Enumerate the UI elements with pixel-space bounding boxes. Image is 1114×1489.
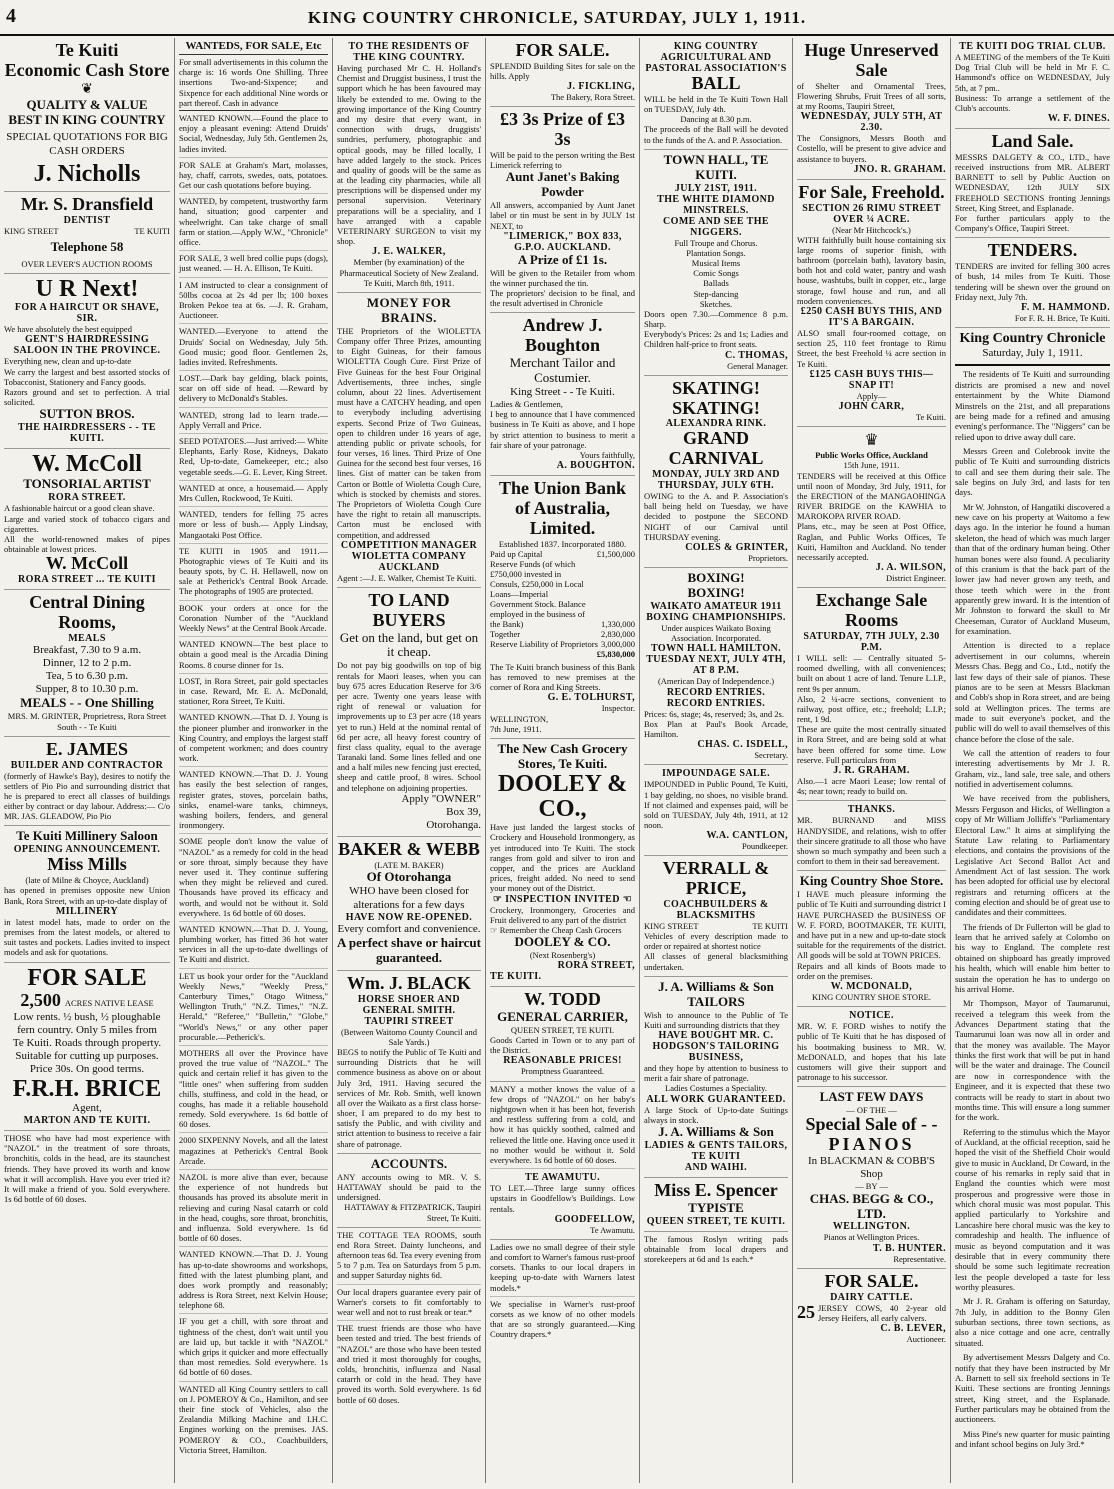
sutton-ad: U R Next! FOR A HAIRCUT OR SHAVE, SIR. We have absolutely the best equipped GENT'S HAIRDRESSING SALOON IN THE PROVINCE. Everything new, clean and up-to-date We carry the largest and best assorted stocks of Tobacconist, Stationery and Fancy goods. Razors ground and set to perfection. A trial solicited. SUTTON BROS. THE HAIRDRESSERS - - TE KUITI. <box>4 274 170 449</box>
verrall-price-ad: VERRALL & PRICE, COACHBUILDERS & BLACKSMITHS KING STREET TE KUITI Vehicles of every description made to order or repaired at shortest notice All classes of general blacksmithing undertaken. <box>644 856 788 976</box>
classified-item: WANTED, tenders for felling 75 acres more or less of bush.— Apply Lindsay, Mangaotaki Post Office. <box>179 507 328 544</box>
dransfield-ad: Mr. S. Dransfield DENTIST KING STREET TE KUITI Telephone 58 OVER LEVER'S AUCTION ROOMS <box>4 192 170 274</box>
classified-item: FOR SALE, 3 well bred collie pups (dogs), just weaned. — H. A. Ellison, Te Kuiti. <box>179 251 328 277</box>
dog-trial-ad: TE KUITI DOG TRIAL CLUB. A MEETING of the members of the Te Kuiti Dog Trial Club will be held in Mr F. C. Hammond's office on WEDNESDAY, July 5th, at 7 pm.. Business: To arrange a settlement of the Club's accounts. W. F. DINES. <box>955 38 1110 129</box>
crown-emblem-icon: ♛ <box>864 432 879 450</box>
freehold-ad: For Sale, Freehold. SECTION 26 RIMU STREET OVER ¼ ACRE. (Near Mr Hitchcock's.) WITH faithfully built house containing six large rooms of superior finish, with bathroom (porcelain bath), lavatory basin, both hot and cold water, pantry and wash house, washtubs, built in copper, etc., large storage, fowl house and run, and all modern conveniences. £250 CASH BUYS THIS, AND IT'S A BARGAIN. ALSO small four-roomed cottage, on section 25, 110 feet frontage to Rimu Street, the best Freehold ¼ acre section in Te Kuiti. £125 CASH BUYS THIS—SNAP IT! Apply— JOHN CARR, Te Kuiti. <box>797 180 946 427</box>
classified-item: FOR SALE at Graham's Mart, molasses, hay, chaff, carrots, swedes, oats, potatoes. Get our cash quotations before buying. <box>179 158 328 195</box>
wanteds-heading: WANTEDS, FOR SALE, Etc <box>179 38 328 55</box>
bridge-tenders-ad: ♛ Public Works Office, Auckland 15th June, 1911. TENDERS will be received at this Office until noon of Monday, 3rd July, 1911, for the ERECTION of the MANGAOHINGA RIVER BRIDGE on the KAWHIA to MAROKOPA RIVER ROAD. Plans, etc., may be seen at Post Office, Raglan, and Public Works Offices, Te Kuiti, Hamilton and Auckland. No tender necessarily accepted. J. A. WILSON, District Engineer. <box>797 427 946 588</box>
classified-item: SOME people don't know the value of "NAZOL" as a remedy for cold in the head or sore throat, simply because they have never used it. They continue suffering when they might be relieved and cured. Thousands have proved its efficacy and worth, and would not be without it. Sold everywhere. 1s 6d bottle of 60 doses. <box>179 834 328 922</box>
mccoll-ad: W. McColl TONSORIAL ARTIST RORA STREET. A fashionable haircut or a good clean shave. Large and varied stock of tobacco cigars and cigarettes. All the world-renowned makes of pipes obtainable at lowest prices. W. McColl RORA STREET ... TE KUITI <box>4 449 170 590</box>
williams-tailors-ad: J. A. Williams & Son TAILORS Wish to announce to the Public of Te Kuiti and surrounding districts that they HAVE BOUGHT MR. C. HODGSON'S TAILORING BUSINESS, and they hope by attention to business to merit a fair share of patronage. Ladies Costumes a Speciality. ALL WORK GUARANTEED. A large Stock of Up-to-date Suitings always in stock. J. A. Williams & Son LADIES & GENTS TAILORS, TE KUITI AND WAIHI. <box>644 977 788 1178</box>
nazol-notice: MANY a mother knows the value of a few drops of "NAZOL" on her baby's nightgown when it has been hot, feverish and restless suffering from a cold, and how it has quickly soothed, calmed and relieved the little one. Having once used it no mother would be without it. Sold everywhere. 1s 6d bottle of 60 doses. <box>490 1082 635 1170</box>
news-paragraph: We call the attention of readers to four interesting advertisements by Mr J. R. Graham, viz., land sale, tree sale, and others notified in advertisement columns. <box>955 748 1110 790</box>
column-2 <box>175 38 333 1483</box>
pianos-sale-ad: LAST FEW DAYS — OF THE — Special Sale of - - PIANOS In BLACKMAN & COBB'S Shop — BY — CHAS. BEGG & CO., LTD. WELLINGTON. Pianos at Wellington Prices. T. B. HUNTER. Representative. <box>797 1087 946 1269</box>
corsets-notice: Ladies owe no small degree of their style and comfort to Warner's famous rust-proof corsets. Thanks to our local drapers in keeping up-to-date with Warners latest models.* <box>490 1240 635 1297</box>
news-paragraph: We have received from the publishers, Messrs Ferguson and Hicks, of Wellington a copy of Mr William Jolliffe's "Parliamentary Electoral Law." It aims at simplifying the Statute Law relating to Parliamentary elections, and contains the provisions of the Legislative Act Second Ballot Act and Amendment Act of last session. The work has been adopted for official use by electoral registrars and returning officers at the coming election and should be of great use to candidates and their committees. <box>955 793 1110 918</box>
dining-rooms-ad: Central Dining Rooms, MEALS Breakfast, 7.30 to 9 a.m. Dinner, 12 to 2 p.m. Tea, 5 to 6.30 p.m. Supper, 8 to 10.30 p.m. MEALS - - One Shilling MRS. M. GRINTER, Proprietress, Rora Street South - - Te Kuiti <box>4 590 170 737</box>
classified-item: WANTED.—Everyone to attend the Druids' Social on Wednesday, July 5th. Good music; good floor. Gentlemen 2s, ladies invited. Refreshments. <box>179 324 328 371</box>
dooley-ad: The New Cash Grocery Stores, Te Kuiti. DOOLEY & CO., Have just landed the largest stocks of Crockery and Household Ironmongery, as yet introduced into Te Kuiti. The stock ranges from gold and silver to iron and copper, and the prices are Auckland prices, freight added. No need to send your money out of the District. ☞ INSPECTION INVITED ☜ Crockery, Ironmongery, Groceries and Fruit delivered to any part of the district ☞ Remember the Cheap Cash Grocers DOOLEY & CO. (Next Rosenberg's) RORA STREET, TE KUITI. <box>490 739 635 987</box>
classified-item: WANTED KNOWN.—That D. J. Young has up-to-date showrooms and workshops, fitted with the latest plumbing plant, and does work promptly and reasonably; address is Rora Street, next Kelvin House; telephone 68. <box>179 1247 328 1314</box>
accounts-ad: ACCOUNTS. ANY accounts owing to MR. V. S. HATTAWAY should be paid to the undersigned. HATTAWAY & FITZPATRICK, Taupiri Street, Te Kuiti. <box>337 1154 481 1228</box>
classified-item: IF you get a chill, with sore throat and tightness of the chest, don't wait until you are laid up, but tackle it with "NAZOL" which grips it quicker and more effectually than most remedies. Sold everywhere. 1s 6d bottle of 60 doses. <box>179 1314 328 1381</box>
land-sale-ad: Land Sale. MESSRS DALGETY & CO., LTD., have received instructions from MR. ALBERT BARNETT to sell by Public Auction on WEDNESDAY, 12th JULY SIX FREEHOLD SECTIONS fronting Jennings Street, King Street, and Esplanade. For further particulars apply to the Company's Office, Taupiri Street. <box>955 129 1110 238</box>
classified-item: WANTED all King Country settlers to call on J. POMEROY & Co., Hamilton, and see their fine stock of Vehicles, also the Zealandia Milking Machine and I.H.C. Engines working on the premises. JAS. POMEROY & CO., Coachbuilders, Victoria Street, Hamilton. <box>179 1383 328 1455</box>
news-paragraph: By advertisement Messrs Dalgety and Co. notify that they have been instructed by Mr A. Barnett to sell six freehold sections in Te Kuiti. These sections are fronting Jennings street, King street, and the Esplanade. Further particulars may be obtained from the auctioneers. <box>955 1352 1110 1425</box>
column-4 <box>486 38 640 1483</box>
classified-item: NAZOL is more alive than ever, because the experience of not hundreds but thousands has proved its absolute merit in relieving and curing Nasal catarrh or cold in the head, coughs, sore throat, bronchitis, and influenza. Sold everywhere. 1s 6d bottle of 60 doses. <box>179 1170 328 1247</box>
classified-item: 2000 SIXPENNY Novels, and all the latest magazines at Petherick's Central Book Arcade. <box>179 1133 328 1170</box>
classified-item: I AM instructed to clear a consignment of 50lbs cocoa at 2s 4d per lb; 100 boxes Broken Pekoe tea at 6s. —J. R. Graham, Auctioneer. <box>179 278 328 325</box>
land-buyers-ad: TO LAND BUYERS Get on the land, but get on it cheap. Do not pay big goodwills on top of big rentals for Maori leases, when you can buy 675 acres Education Reserve for 3/6 per acre. Twenty one years lease with right of renewal or valuation for improvements up to £3 per acre (18 years yet to run.) Held at the nominal rental of 6d per acre, all heavy forest country of first class quality, equal to the average Taranaki land. Some lines felled and one and a half miles new fencing just erected, sheep and cattle proof, 8 wires. School and telephone on adjoining properties. Apply "OWNER" Box 39, Otorohanga. <box>337 588 481 837</box>
bank-row: Together 2,830,000 <box>490 628 635 639</box>
corsets-notice: Our local drapers guarantee every pair of Warner's corsets to fit comfortably to wear well and not to rust break or tear.* <box>337 1285 481 1322</box>
todd-carrier-ad: W. TODD GENERAL CARRIER, QUEEN STREET, TE KUITI. Goods Carted in Town or to any part of the District. REASONABLE PRICES! Promptness Guaranteed. <box>490 987 635 1081</box>
news-paragraph: Messrs Green and Colebrook invite the public of Te Kuiti and surrounding districts to call and see them during their sale. The sale begins on July 3rd, and lasts for ten days. <box>955 445 1110 498</box>
masthead <box>0 0 1114 36</box>
news-paragraph: The friends of Dr Fullerton will be glad to learn that he arrived safely at Colombo on his way to England. The complete rest obtained on shipboard has greatly improved his health, which will enable him better to sustain the operation he has to undergo on his arrival Home. <box>955 921 1110 994</box>
classified-item: MOTHERS all over the Province have proved the true value of "NAZOL." The quick and certain relief it has given to the "little ones" when suffering from sudden chills, stuffiness, and cold in the head, or coughs, has made it a reliable household remedy. Sold everywhere. 1s 6d bottle of 60 doses. <box>179 1046 328 1134</box>
shoe-store-ad: King Country Shoe Store. I HAVE much pleasure informing the public of Te Kuiti and surrounding district I HAVE PURCHASED the BUSINESS OF W. F. FORD, BOOTMAKER, TE KUITI, and have put in a new and up-to-date stock suitable for the requirements of the district. All goods will be sold at TOWN PRICES. Repairs and all kinds of Boots made to order on the premises. W. MCDONALD, KING COUNTRY SHOE STORE. <box>797 871 946 1007</box>
bank-row: Reserve Liability of Proprietors 3,000,000 <box>490 638 635 649</box>
dairy-cattle-ad: FOR SALE. DAIRY CATTLE. 25 JERSEY COWS, 40 2-year old Jersey Heifers, all early calvers. C. B. LEVER, Auctioneer. <box>797 1270 946 1344</box>
column-3 <box>333 38 486 1483</box>
news-paragraph: Referring to the stimulus which the Mayor of Auckland, at the official reception, said he hoped the visit of the Sheffield Choir would give to music in Auckland, Dr Coward, in the course of his remarks in reply said that in England the counties which were most prosperous and progressive were those in which choral music was most popular. This applied particularly to Yorkshire and Lancashire here choral music was the key to comradeship and health. The influence of music as beyond computation and it was desirable that in every community there should be some such legitimate recreation lest the people developed a taste for less worthy pleasures. <box>955 1126 1110 1292</box>
classified-item: LOST, in Rora Street, pair gold spectacles in case. Reward, Mr. E. A. McDonald, stationer, Rora Street, Te Kuiti. <box>179 674 328 711</box>
classified-item: WANTED, strong lad to learn trade.—Apply Verrall and Price. <box>179 408 328 434</box>
skating-ad: SKATING! SKATING! ALEXANDRA RINK. GRAND CARNIVAL MONDAY, JULY 3RD AND THURSDAY, JULY 6TH. OWING to the A. and P. Association's ball being held on Tuesday, we have decided to postpone the SECOND NIGHT of our Carnival until THURSDAY evening. COLES & GRINTER, Proprietors. <box>644 376 788 568</box>
cottage-tea-rooms: THE COTTAGE TEA ROOMS, south end Rora Street. Dainty luncheons, and afternoon teas 6d. Tea every evening from 5 to 7 p.m. Tea on Saturdays from 5 p.m. and supper Saturday nights 6d. <box>337 1228 481 1285</box>
news-paragraph: The residents of Te Kuiti and surrounding districts are promised a new and novel entertainment by the White Diamond Minstrels on the 21st, and all preparations are being made for a refined and amusing evening's performance. The "Niggers" can be relied upon to drive away dull care. <box>955 369 1110 442</box>
baker-webb-ad: BAKER & WEBB (LATE M. BAKER) Of Otorohanga WHO have been closed for alterations for a few days HAVE NOW RE-OPENED. Every comfort and convenience. A perfect shave or haircut guaranteed. <box>337 837 481 970</box>
classified-item: LOST.—Dark bay gelding, black points, scar on off side of head. —Reward by delivery to McDonald's Stables. <box>179 371 328 408</box>
classified-item: WANTED KNOWN.—Found the place to enjoy a pleasant evening: Attend Druids' Social, Wednesday, July 5th. Gentlemen 2s, ladies invited. <box>179 111 328 158</box>
native-lease-ad: FOR SALE 2,500 ACRES NATIVE LEASE Low rents. ½ bush, ½ ploughable fern country. Only 5 miles from Te Kuiti. Roads through property. Suitable for cutting up purposes. Price 30s. On good terms. F.R.H. BRICE Agent, MARTON AND TE KUITI. <box>4 963 170 1132</box>
column-1 <box>0 38 175 1483</box>
classified-item: WANTED KNOWN.—That D. J. Young has easily the best selection of ranges, register grates, stoves, porcelain baths, sinks, enamel-ware tanks, chimneys, washing boilers, fenders, and general ironmongery. <box>179 767 328 834</box>
classified-item: TE KUITI in 1905 and 1911.—Photographic views of Te Kuiti and its beauty spots, by C. H. Hellawell, now on sale at Petherick's Central Book Arcade. The photographs of 1905 are protected. <box>179 544 328 601</box>
news-paragraph: Mr J. R. Graham is offering on Saturday, 7th July, in addition to the Bonny Glen suburban sections, three town sections, as also a nice cottage and one acre, centrally situated. <box>955 1296 1110 1348</box>
james-builder-ad: E. JAMES BUILDER AND CONTRACTOR (formerly of Hawke's Bay), desires to notify the settlers of Pio Pio and surrounding district that he is prepared to erect all classes of buildings either by contract or day labour. Address:— C/o MR. JAS. GLEADOW, Pio Pio <box>4 737 170 827</box>
boughton-tailor-ad: Andrew J. Boughton Merchant Tailor and Costumier. King Street - - Te Kuiti. Ladies & Gentlemen, I beg to announce that I have commenced business in Te Kuiti as above, and I hope by strict attention to business to merit a fair share of your patronage. Yours faithfully, A. BOUGHTON. <box>490 313 635 476</box>
masthead-title: KING COUNTRY CHRONICLE, SATURDAY, JULY 1, 1911. <box>307 8 807 27</box>
limerick-prize-ad: £3 3s Prize of £3 3s Will be paid to the person writing the Best Limerick referring to Aunt Janet's Baking Powder All answers, accompanied by Aunt Janet label or tin must be sent in by JULY 1st NEXT, to "LIMERICK," BOX 833, G.P.O. AUCKLAND. A Prize of £1 1s. Will be given to the Retailer from whom the winner purchased the tin. The proprietors' decision to be final, and the result advertised in Chronicle <box>490 107 635 313</box>
union-bank-ad: The Union Bank of Australia, Limited. Established 1837. Incorporated 1880. Paid up Capital £1,500,000 Reserve Funds (of which £750,000 invested in Consuls, £250,000 in Local Loans—Imperial Government Stock. Balance employed in the business of the Bank) 1,330,000 Together 2,830,000 Reserve Liability of Proprietors 3,000,000 £5,830,000 The Te Kuiti branch business of this Bank has removed to new premises at the corner of Rora and King Streets. G. E. TOLHURST, Inspector. WELLINGTON, 7th June, 1911. <box>490 476 635 739</box>
minstrels-ad: TOWN HALL, TE KUITI. JULY 21ST, 1911. THE WHITE DIAMOND MINSTRELS. COME AND SEE THE NIGGERS. Full Troupe and Chorus. Plantation Songs. Musical Items Comic Songs Ballads Step-dancing Sketches. Doors open 7.30.—Commence 8 p.m. Sharp. Everybody's Prices: 2s and 1s; Ladies and Children half-price to front seats. C. THOMAS, General Manager. <box>644 150 788 376</box>
local-news <box>955 366 1110 1449</box>
tree-sale-ad: Huge Unreserved Sale of Shelter and Ornamental Trees, Flowering Shrubs, Fruit Trees of all sorts, at my Rooms, Taupiri Street, WEDNESDAY, JULY 5TH, AT 2.30. The Consignors, Messrs Booth and Costello, will be present to give advice and assistance to buyers. JNO. R. GRAHAM. <box>797 38 946 180</box>
nazol-notice: THE truest friends are those who have been tested and tried. The best friends of "NAZOL" are those who have been tested and tried it most thoroughly for coughs, colds, bronchitis, influenza and Nasal catarrh or cold in the head. They have proved its worth. Sold everywhere. 1s 6d bottle of 60 doses. <box>337 1323 481 1405</box>
black-smith-ad: Wm. J. BLACK HORSE SHOER AND GENERAL SMITH. TAUPIRI STREET (Between Waitomo County Council and Sale Yards.) BEGS to notify the Public of Te Kuiti and surrounding Districts that he will commence business as above on or about July 3rd, 1911. Having secured the services of Mr. Rob. Smith, well known all over the Waikato as a first class horse-shoer, I am prepared to do my best to satisfy the Public, and with civility and strict attention to business to receive a fair share of patronage. <box>337 971 481 1154</box>
ap-ball-ad: KING COUNTRY AGRICULTURAL AND PASTORAL ASSOCIATION'S BALL WILL be held in the Te Kuiti Town Hall on TUESDAY, July 4th. Dancing at 8.30 p.m. The proceeds of the Ball will be devoted to the funds of the A. and P. Association. <box>644 38 788 150</box>
boxing-ad: BOXING! BOXING! WAIKATO AMATEUR 1911 BOXING CHAMPIONSHIPS. Under auspices Waikato Boxing Association. Incorporated. TOWN HALL HAMILTON. TUESDAY NEXT, JULY 4TH, AT 8 P.M. (American Day of Independence.) RECORD ENTRIES. RECORD ENTRIES. Prices: 6s, stage; 4s, reserved; 3s, and 2s. Box Plan at Paul's Book Arcade, Hamilton. CHAS. C. ISDELL, Secretary. <box>644 568 788 765</box>
to-let-ad: TE AWAMUTU. TO LET.—Three large sunny offices upstairs in Goodfellow's Buildings. Low rentals. GOODFELLOW, Te Awamutu. <box>490 1169 635 1240</box>
spencer-typiste-ad: Miss E. Spencer TYPISTE QUEEN STREET, TE KUITI. <box>644 1178 788 1232</box>
classified-item: WANTED KNOWN—The best place to obtain a good meal is the Arcadia Dining Rooms. 8 course dinner for 1s. <box>179 637 328 674</box>
building-sites-ad: FOR SALE. SPLENDID Building Sites for sale on the hills. Apply J. FICKLING, The Bakery, Rora Street. <box>490 38 635 107</box>
writing-pads-notice: The famous Roslyn writing pads obtainable from local drapers and storekeepers at 6d and 1s each.* <box>644 1233 788 1265</box>
page-number: 4 <box>6 5 16 27</box>
bank-row: £5,830,000 <box>596 648 635 659</box>
exchange-sale-ad: Exchange Sale Rooms SATURDAY, 7TH JULY, 2.30 P.M. I WILL sell: — Centrally situated 5-roomed dwelling, with all conveniences; built on about 1 acre of land. Tenure L.I.P., rent 9s per annum. Also, 2 ¼-acre sections, convenient to railway, post office, etc.; freehold; L.I.P.; rent, 1 9d. These are quite the most centrally situated in Rora Street, and are being sold at what have been offered for some time. Low reserve. Full particulars from J. R. GRAHAM. Also.—1 acre Maori Lease; low rental of 4s; near town; ready to build on. <box>797 588 946 801</box>
news-paragraph: Miss Pine's new quarter for music painting and infant school begins on July 3rd.* <box>955 1428 1110 1450</box>
bank-row: Reserve Funds (of which £750,000 invested in Consuls, £250,000 in Local Loans—Imperial Government Stock. Balance employed in the business of the Bank) 1,330,000 <box>490 558 635 629</box>
bank-row: Paid up Capital £1,500,000 <box>490 548 635 559</box>
nazol-notice: THOSE who have had most experience with "NAZOL" in the treatment of sore throats, bronchitis, colds in the head, are its staunchest friends. They have proved its worth and know what it will accomplish. Have you ever tried it? It will make a friend of you. Sold everywhere. 1s 6d bottle of 60 doses. <box>4 1133 170 1205</box>
column-5 <box>640 38 793 1483</box>
thanks-notice: THANKS. MR. BURNAND and MISS HANDYSIDE, and relations, wish to offer their sincere gratitude to all those who have shown so much sympathy and been such a comfort to them in their sad bereavement. <box>797 801 946 871</box>
classified-item: WANTED, by competent, trustworthy farm hand, situation; good carpenter and wheelwright. Can take charge of small farm or station.—Apply W.W., "Chronicle" office. <box>179 194 328 251</box>
news-paragraph: Attention is directed to a replace advertisement in our columns, wherein Messrs Chas. Begg and Co., Ltd., notify the last few days of their sale of pianos. These pianos are to be seen at Messrs Blackman and Cobb's shop in Rora street, and are being sold at Wellington prices. The terms are made to suit everyone's pocket, and the public will do well to avail themselves of this chance before the close of the sale. <box>955 640 1110 744</box>
rates-note: For small advertisements in this column the charge is: 16 words One Shilling. Three insertions Two-and-Sixpence; and Sixpence for each additional Nine words or part thereof. Cash in advance <box>179 55 328 111</box>
editorial-masthead: King Country Chronicle Saturday, July 1, 1911. <box>955 328 1110 366</box>
corsets-notice: We specialise in Warner's rust-proof corsets as we know of no other models that are so strongly guaranteed.—King Country drapers.* <box>490 1298 635 1340</box>
column-7 <box>951 38 1114 1483</box>
classified-item: SEED POTATOES.—Just arrived:— White Elephants, Early Rose, Kidneys, Dakato Red, Up-to-date, Gamekeeper, etc.; also vegetable seeds.—G. E. Lever, King Street. <box>179 434 328 481</box>
classified-item: WANTED KNOWN.—That D. J. Young is the pioneer plumber and ironworker in the King Country, and employs the largest staff of competent workmen; and does country work. <box>179 710 328 767</box>
classified-item: WANTED at once, a housemaid.— Apply Mrs Cullen, Rockwood, Te Kuiti. <box>179 481 328 507</box>
ford-notice: NOTICE. MR. W. F. FORD wishes to notify the public of Te Kuiti that he has disposed of his bootmaking business to MR. W. McDONALD, and hopes that his late customers will give their support and patronage to his successor. <box>797 1007 946 1087</box>
classified-item: LET us book your order for the "Auckland Weekly News," "Weekly Press," Canterbury Times," Otago Witness," Wellington Truth," "N.Z. Times," "N.Z. Herald," "Referee," "Bulletin," "Globe," "World's News," or any other paper procurable.—Petherick's. <box>179 969 328 1046</box>
ornament-icon: ❦ <box>81 81 93 97</box>
news-paragraph: Mr W. Johnston, of Hangatiki discovered a new cave on his property at Waitomo a few days ago. In the interior he found a human skeleton, the head of which was much larger than that of the ordinary human being. Other human bones were also found. A peculiarity of this cranium is that the back part of the lower jaw had never grown any teeth, and those teeth which were in the front apparently grew inward. It is the intention of Mr Johnston to forward the skull to Mr Cheeseman, Curator of Auckland Museum, for examination. <box>955 501 1110 637</box>
impoundage-ad: IMPOUNDAGE SALE. IMPOUNDED in Public Pound, Te Kuiti, 1 bay gelding, no shoes, no visible brand. If not claimed and expenses paid, will be sold on TUESDAY, July 4th, 1911, at 12 noon. W.A. CANTLON, Poundkeeper. <box>644 765 788 856</box>
money-for-brains-ad: MONEY FOR BRAINS. THE Proprietors of the WIOLETTA Company offer Three Prizes, amounting to Eight Guineas, for their famous WIOLETTA Cough Cure. First Prize of Five Guineas for the best Four Original Advertisements, three inches, single column, about 22 lines. Advertisement must have a CATCHY heading, and open to everybody including advertising experts. Second Prize of Two Guineas, open to children under 16 years of age, attending public or private schools, for four verses, 16 lines. Third Prize of One Guinea for the second best four verses, 16 lines. Gist of matter can be taken from Carton or Bottle of Wioletta Cough Cure, which is stocked by chemists and stores. The Proprietors of Wioletta Cough Cure have the right to retain all manuscripts. Carton must be enclosed with competition, and addressed COMPETITION MANAGER WIOLETTA COMPANY AUCKLAND Agent :—J. E. Walker, Chemist Te Kuiti. <box>337 293 481 588</box>
classified-item: BOOK your orders at once for the Coronation Number of the "Auckland Weekly News" at the Central Book Arcade. <box>179 601 328 638</box>
walker-chemist-ad: TO THE RESIDENTS OF THE KING COUNTRY. Having purchased Mr C. H. Holland's Chemist and Druggist business, I trust the support which he has been favoured may likely be extended to me. Owing to the growing importance of the King Country and my desire that every want, in connection with drugs, druggists' sundries, perfumery, photographic and optical goods, may be filled locally, I have added largely to the stock. Prices and quality of goods will be the same as at the leading city pharmacies, while all prescriptions will be dispensed under my personal supervision. Veterinary preparations will be a speciality, and I have arranged with a capable VETERINARY SURGEON to visit my shop. J. E. WALKER, Member (by examination) of the Pharmaceutical Society of New Zealand. Te Kuiti, March 8th, 1911. <box>337 38 481 293</box>
millinery-ad: Te Kuiti Millinery Saloon OPENING ANNOUNCEMENT. Miss Mills (late of Milne & Choyce, Auckland) has opened in premises opposite new Union Bank, Rora Street, with an up-to-date display of MILLINERY in latest model hats, made to order on the premises from the latest models, or altered to suit tastes and pockets. Ladies invited to inspect models and ask for quotations. <box>4 826 170 962</box>
column-6 <box>793 38 951 1483</box>
tenders-ad: TENDERS. TENDERS are invited for felling 300 acres of bush, 14 miles from Te Kuiti. Those tendering will be shewn over the ground on Friday next, July 7th. F. M. HAMMOND. For F. R. H. Brice, Te Kuiti. <box>955 238 1110 328</box>
classified-item: WANTED KNOWN.—That D. J. Young, plumbing worker, has fitted 36 hot water services in all the up-to-date dwellings of Te Kuiti and district. <box>179 922 328 969</box>
news-paragraph: Mr Thompson, Mayor of Taumarunui, received a telegram this week from the Advances Department stating that the Taumarunui loan was now all in order and that the money was available. The Mayor thinks the first work that will be put in hand will be the water and drainage. The Council are now in correspondence with the Engineer, and it is expected that these two contracts will be ready to start in about two months time. This will ensure a long summer for the work. <box>955 998 1110 1123</box>
economic-cash-store-ad: Te Kuiti Economic Cash Store ❦ QUALITY & VALUE BEST IN KING COUNTRY SPECIAL QUOTATIONS FOR BIG CASH ORDERS J. Nicholls <box>4 38 170 192</box>
